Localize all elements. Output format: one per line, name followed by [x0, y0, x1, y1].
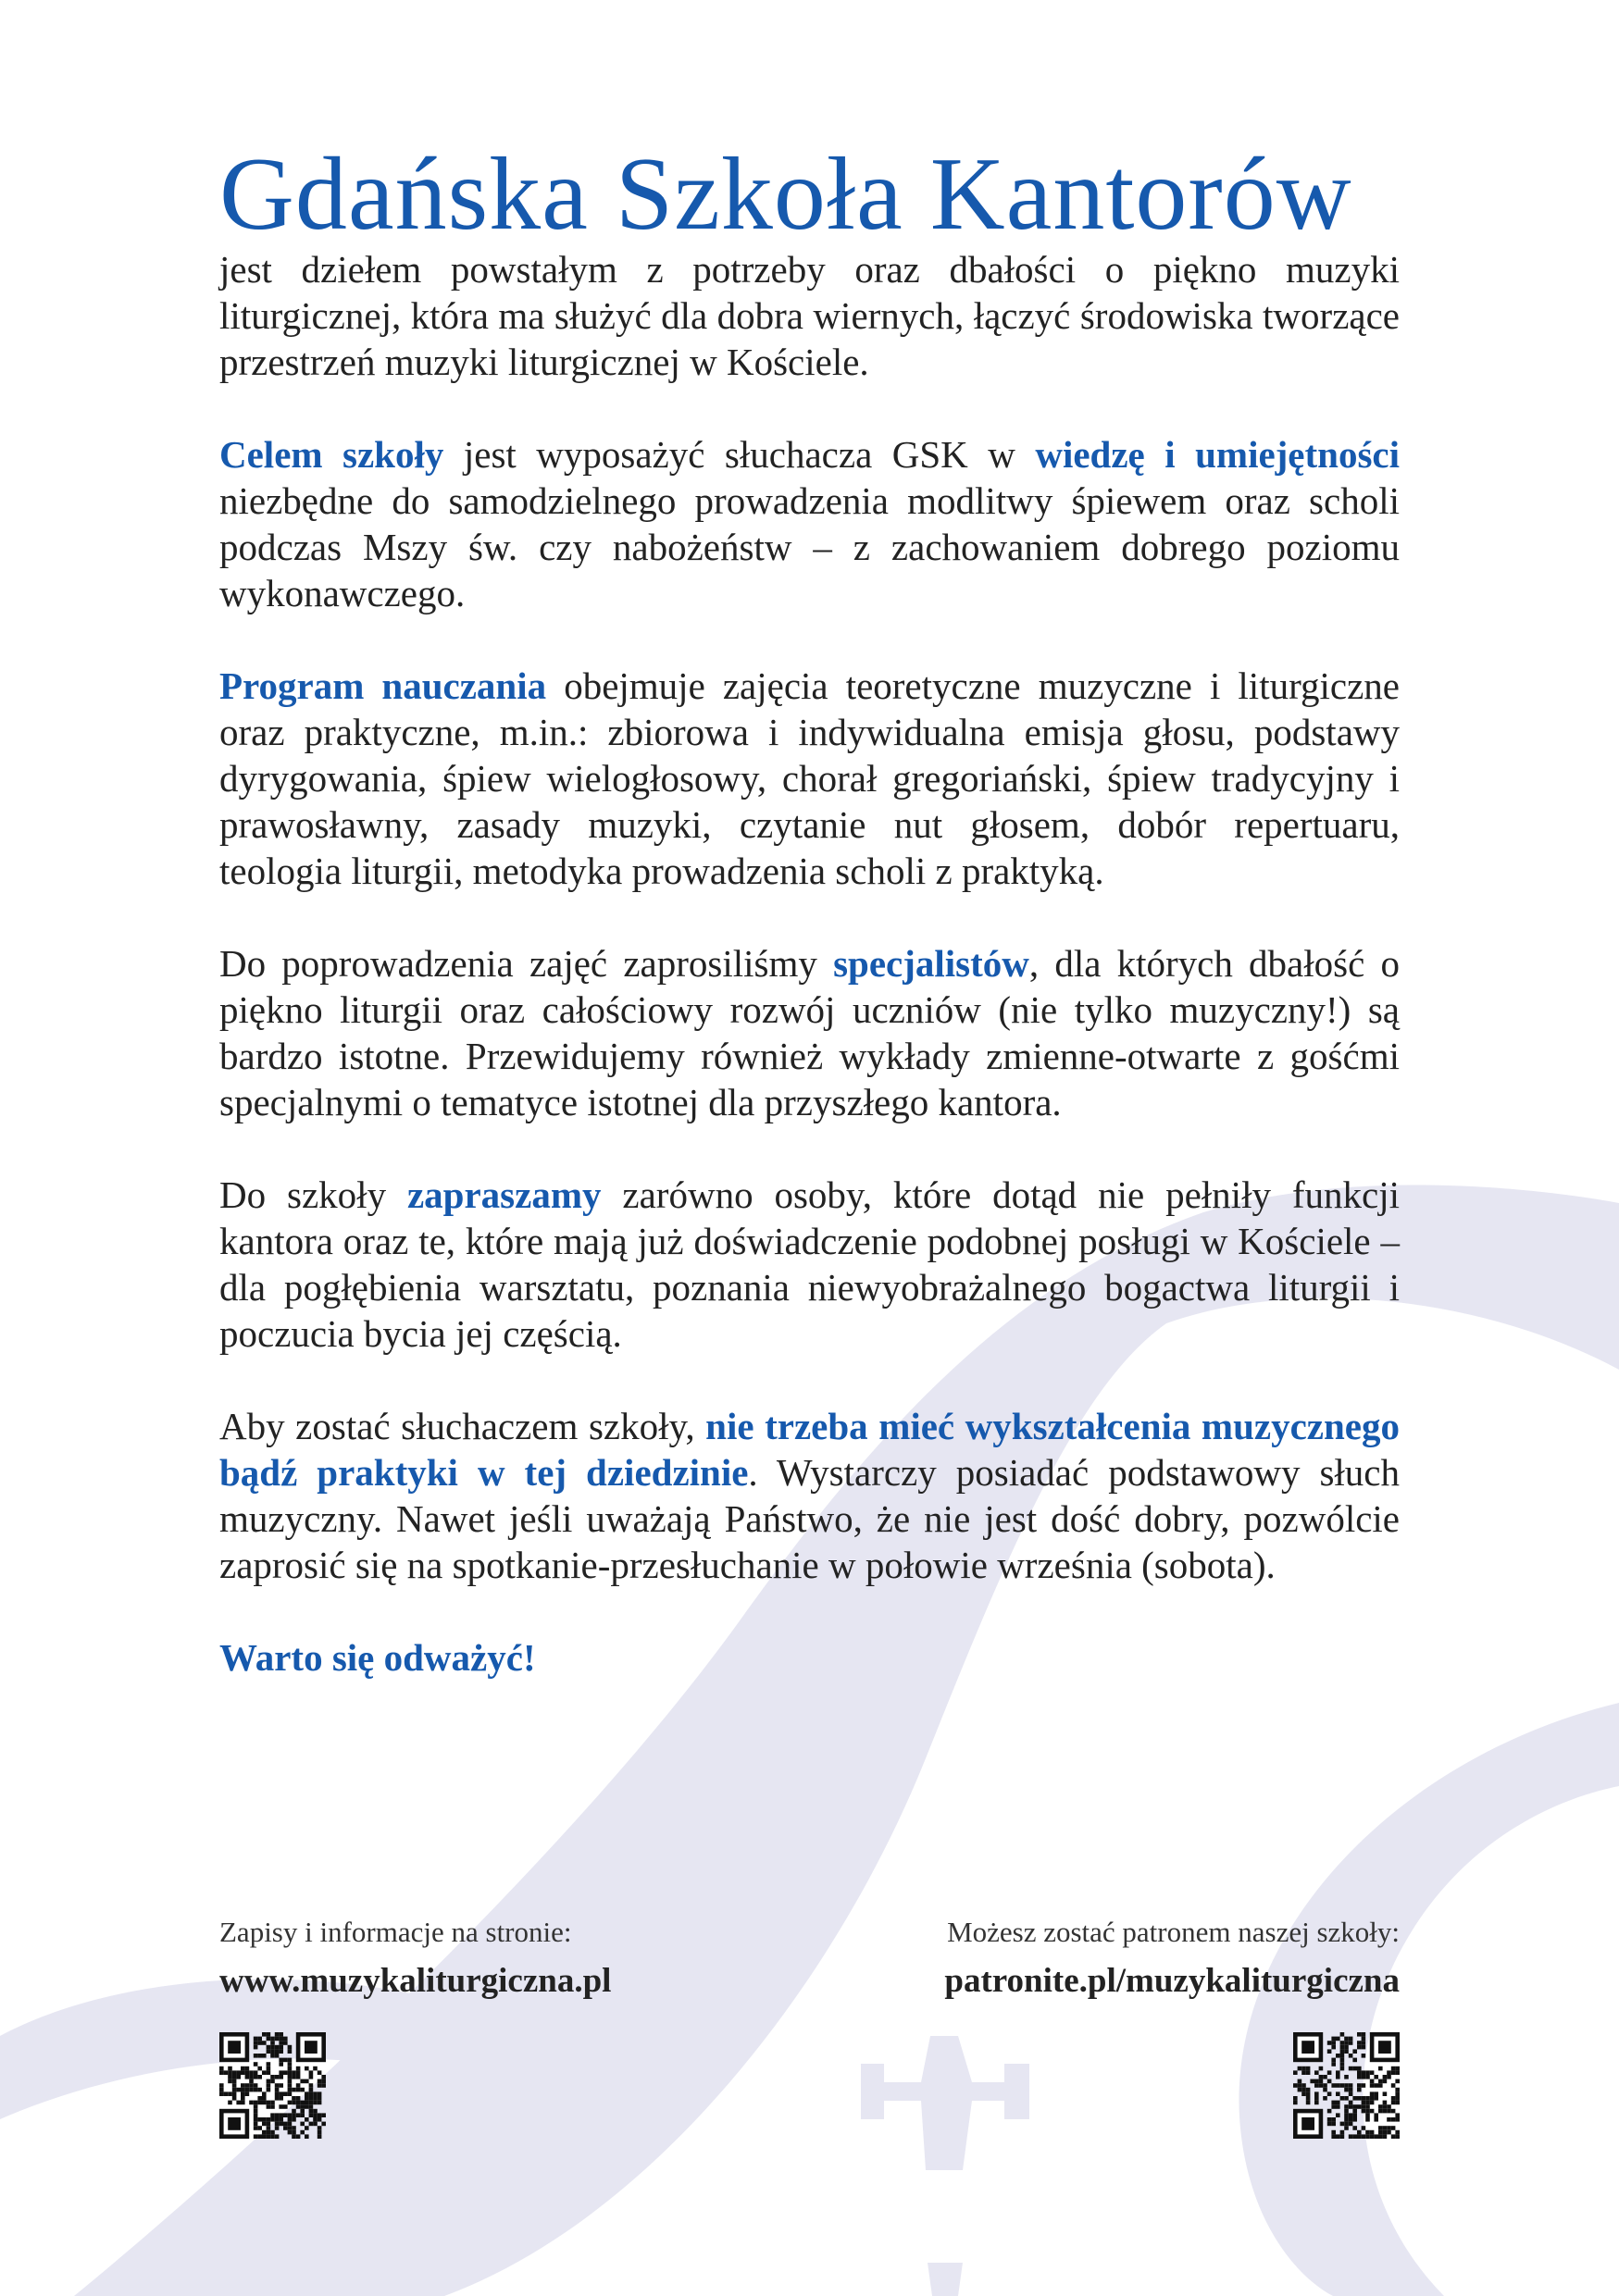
- text-segment: Do szkoły: [219, 1173, 407, 1216]
- highlighted-text: zapraszamy: [406, 1173, 602, 1216]
- footer-right: [944, 1914, 1400, 2004]
- page-title: Gdańska Szkoła Kantorów: [219, 137, 1352, 252]
- clef-curl-shape: [1433, 1380, 1596, 1602]
- qr-code-icon[interactable]: [1293, 2032, 1400, 2139]
- text-segment: zarówno osoby, które dotąd nie pełniły funkcji kantora oraz te, które mają już doświadczenie podobnej posługi w Kościele – dla pogłębienia warsztatu, poznania niewyobrażalnego bogactwa liturgii i poczucia bycia jej częścią.: [219, 1173, 1401, 1355]
- text-segment: Do poprowadzenia zajęć zaprosiliśmy: [219, 942, 834, 985]
- paragraph: [219, 246, 1400, 385]
- text-segment: , dla których dbałość o piękno liturgii oraz całościowy rozwój uczniów (nie tylko muzyczny!) są bardzo istotne. Przewidujemy również wykłady zmienne-otwarte z gośćmi specjalnymi o tematyce istotnej dla przyszłego kantora.: [219, 942, 1400, 1123]
- paragraph: [219, 1403, 1400, 1588]
- text-segment: . Wystarczy posiadać podstawowy słuch muzyczny. Nawet jeśli uważają Państwo, że nie jest dość dobry, pozwólcie zaprosić się na spotkanie-przesłuchanie w połowie września (sobota).: [219, 1451, 1400, 1586]
- qr-code-icon[interactable]: [219, 2032, 326, 2139]
- body-text: [219, 246, 1400, 1681]
- main-content: [219, 139, 1400, 1727]
- paragraph: [219, 1172, 1400, 1357]
- highlighted-text: nie trzeba mieć wykształcenia muzycznego bądź praktyki w tej dziedzinie: [219, 1405, 1400, 1494]
- text-segment: obejmuje zajęcia teoretyczne muzyczne i liturgiczne oraz praktyczne, m.in.: zbiorowa i indywidualna emisja głosu, podstawy dyrygowania, śpiew wielogłosowy, chorał gregoriański, śpiew tradycyjny i prawosławny, zasady muzyki, czytanie nut głosem, dobór repertuaru, teologia liturgii, metodyka prowadzenia scholi z praktyką.: [219, 664, 1400, 892]
- signup-label: Zapisy i informacje na stronie:: [219, 1916, 572, 1948]
- text-segment: jest dziełem powstałym z potrzeby oraz dbałości o piękno muzyki liturgicznej, która ma służyć dla dobra wiernych, łączyć środowiska tworzące przestrzeń muzyki liturgicznej w Kościele.: [219, 248, 1400, 383]
- paragraph: [219, 940, 1400, 1125]
- highlighted-text: Warto się odważyć!: [219, 1636, 536, 1679]
- paragraph: [219, 1634, 1400, 1681]
- patron-label: Możesz zostać patronem naszej szkoły:: [947, 1916, 1400, 1948]
- patronite-link[interactable]: patronite.pl/muzykaliturgiczna: [944, 1962, 1400, 2000]
- paragraph: [219, 431, 1400, 616]
- highlighted-text: specjalistów: [833, 942, 1029, 985]
- cross-stem-shape: [928, 2263, 963, 2296]
- text-segment: Aby zostać słuchaczem szkoły,: [219, 1405, 706, 1447]
- cross-shape: [861, 2036, 1029, 2170]
- paragraph: [219, 663, 1400, 894]
- footer-left: [219, 1914, 611, 2004]
- text-segment: jest wyposażyć słuchacza GSK w: [443, 433, 1036, 476]
- highlighted-text: wiedzę i umiejętności: [1035, 433, 1401, 476]
- highlighted-text: Program nauczania: [219, 664, 547, 707]
- highlighted-text: Celem szkoły: [219, 433, 444, 476]
- website-link[interactable]: www.muzykaliturgiczna.pl: [219, 1962, 612, 2000]
- text-segment: niezbędne do samodzielnego prowadzenia modlitwy śpiewem oraz scholi podczas Mszy św. czy nabożeństw – z zachowaniem dobrego poziomu wykonawczego.: [219, 479, 1400, 614]
